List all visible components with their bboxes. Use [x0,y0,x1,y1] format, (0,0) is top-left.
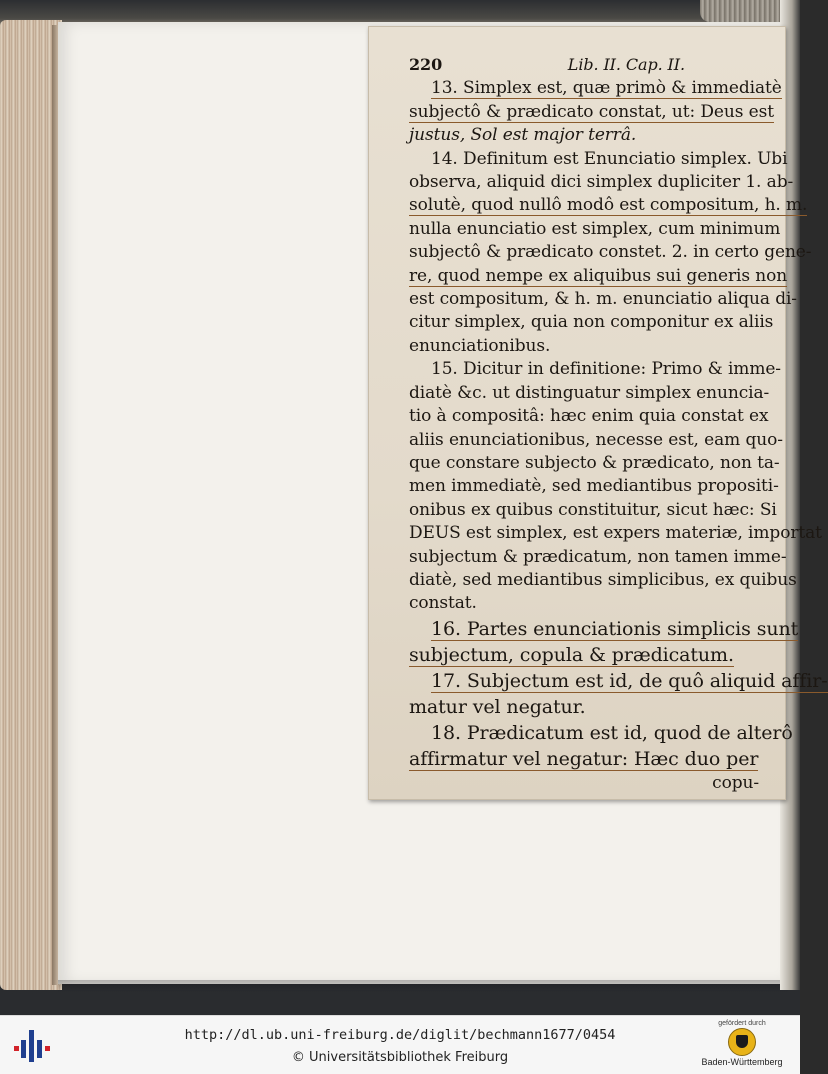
text-line [409,642,773,668]
permalink-url[interactable]: http://dl.ub.uni-freiburg.de/diglit/bechmann1677/0454 [184,1027,616,1043]
running-head: Lib. II. Cap. II. [567,55,685,74]
sponsor-top-text: gefördert durch [718,1020,766,1027]
text-line [409,616,799,642]
text-line-content: nulla enunciatio est simplex, cum minimum [409,218,781,239]
text-line [409,546,787,569]
text-line [409,265,788,288]
text-line-content: 14. Definitum est Enunciatio simplex. Ubi [431,148,788,169]
text-line-content: affirmatur vel negatur: Hæc duo per [409,747,759,770]
text-line [409,405,773,428]
text-line [409,592,773,615]
text-line-content: aliis enunciationibus, necesse est, eam quo- [409,429,783,450]
text-line-content: diatè, sed mediantibus simplicibus, ex quibus [409,569,797,590]
text-line [409,124,773,147]
text-line-content: justus, Sol est major terrâ. [409,125,637,146]
text-line-content: enunciationibus. [409,335,551,356]
text-line-content: tio à compositâ: hæc enim quia constat ex [409,406,769,427]
text-line [409,335,773,358]
text-line-content: que constare subjecto & prædicato, non ta- [409,452,780,473]
text-line [409,382,773,405]
sponsor-name: Baden-Württemberg [701,1057,783,1067]
text-line-content: 17. Subjectum est id, de quô aliquid affir- [431,669,828,692]
text-line-content: DEUS est simplex, est expers materiæ, importat [409,523,822,544]
text-line-content: 15. Dicitur in definitione: Primo & imme- [431,359,781,380]
text-line [409,452,780,475]
copyright-text: © Universitätsbibliothek Freiburg [291,1050,509,1065]
text-line-content: subjectum & prædicatum, non tamen imme- [409,546,787,567]
catchword: copu- [712,772,759,793]
text-line [409,77,782,100]
text-line-content: men immediatè, sed mediantibus propositi- [409,476,779,497]
text-line-content: subjectô & prædicato constat, ut: Deus est [409,101,774,122]
text-line-content: diatè &c. ut distinguatur simplex enuncia- [409,382,770,403]
viewer-footer [0,1015,800,1074]
text-line-content: subjectum, copula & prædicatum. [409,643,734,666]
text-line-content: onibus ex quibus constituitur, sicut hæc: Si [409,499,777,520]
text-line [409,171,794,194]
text-line-content: matur vel negatur. [409,695,586,718]
sponsor-badge [692,1020,792,1074]
text-line-content: 16. Partes enunciationis simplicis sunt [431,617,799,640]
text-line [409,499,777,522]
text-line-content: constat. [409,593,477,614]
text-line [409,668,828,694]
text-line [409,148,788,171]
baden-wuerttemberg-emblem-icon [728,1028,756,1056]
text-line [409,569,797,592]
text-line-content: subjectô & prædicato constet. 2. in certo gene- [409,242,812,263]
slip-header [409,53,773,76]
text-line [409,475,779,498]
text-line [409,694,773,720]
text-line [409,311,773,334]
text-line [409,429,783,452]
text-line [409,522,822,545]
text-line-content: observa, aliquid dici simplex dupliciter 1. ab- [409,172,794,193]
page-shadow [58,980,788,992]
text-line-content: 13. Simplex est, quæ primò & immediatè [431,78,782,99]
text-line [409,746,773,772]
text-line-content: citur simplex, quia non componitur ex aliis [409,312,774,333]
text-line [409,101,773,124]
text-line [409,358,781,381]
inserted-slip [368,26,828,800]
text-line-content: 18. Prædicatum est id, quod de alterô [431,721,793,744]
text-line-content: re, quod nempe ex aliquibus sui generis non [409,265,788,286]
text-line [409,720,793,746]
text-line [409,194,808,217]
text-line [409,241,812,264]
text-line-content: solutè, quod nullô modô est compositum, h. m. [409,195,808,216]
page-number: 220 [409,55,443,74]
text-line [409,218,781,241]
text-line [409,288,797,311]
slip-text [409,77,828,771]
text-line-content: est compositum, & h. m. enunciatio aliqua di- [409,289,797,310]
